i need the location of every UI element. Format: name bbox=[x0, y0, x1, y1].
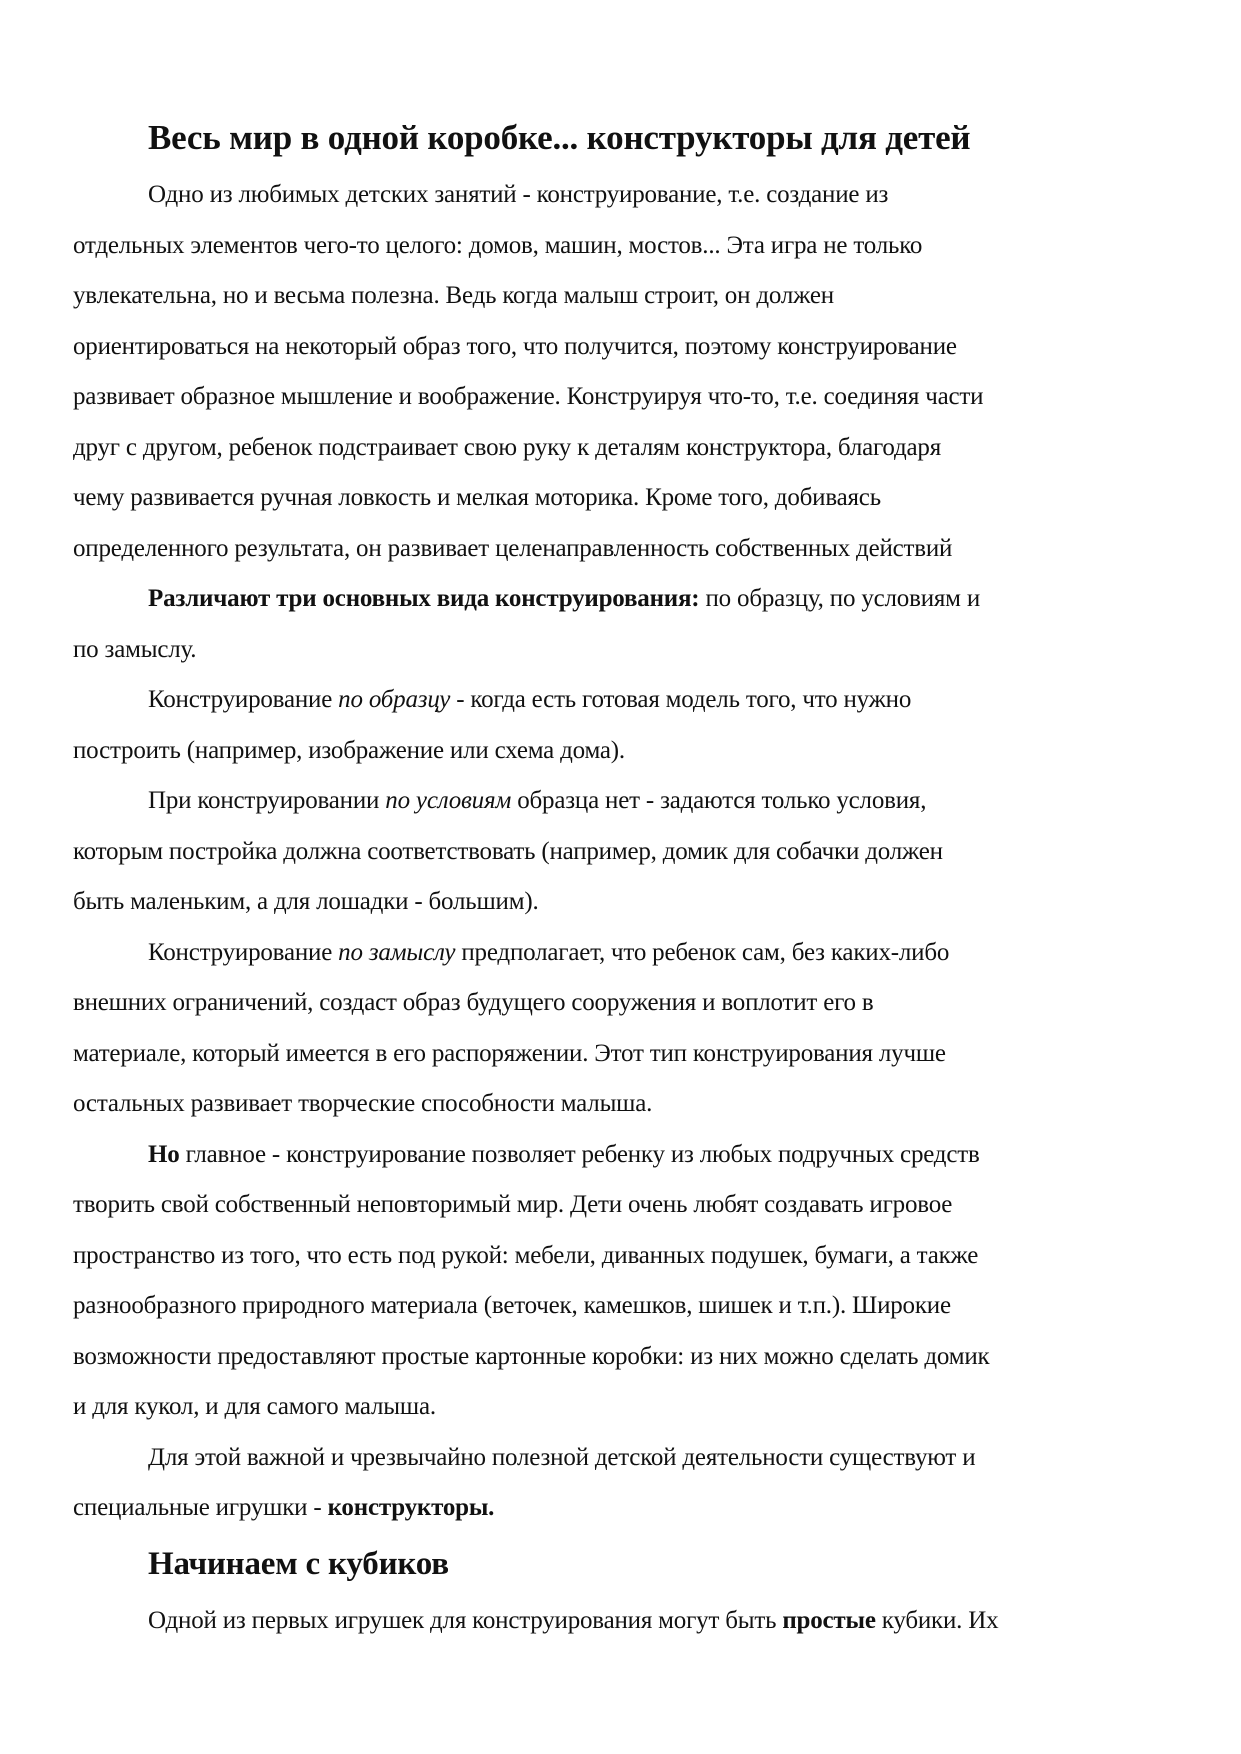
text-line bbox=[73, 675, 1173, 726]
text-run: по образцу, по условиям и bbox=[699, 585, 981, 612]
bold-text: простые bbox=[782, 1606, 876, 1634]
italic-text: по образцу bbox=[338, 686, 451, 713]
text-line bbox=[73, 1483, 1173, 1534]
text-line: которым постройка должна соответствовать (например, домик для собачки должен bbox=[73, 837, 943, 865]
text-run: главное - конструирование позволяет ребенку из любых подручных средств bbox=[179, 1140, 980, 1168]
text-line: по замыслу. bbox=[73, 635, 197, 663]
bold-text: конструкторы. bbox=[327, 1494, 495, 1521]
italic-text: по замыслу bbox=[338, 938, 456, 966]
paragraph-special-toys bbox=[73, 1433, 1173, 1534]
text-run: кубики. Их bbox=[875, 1606, 999, 1634]
text-line: быть маленьким, а для лошадки - большим). bbox=[73, 888, 539, 915]
text-run: Конструирование bbox=[148, 938, 339, 966]
paragraph-by-idea bbox=[73, 928, 1173, 1130]
text-run: - когда есть готовая модель того, что нужно bbox=[450, 686, 912, 713]
text-line: Для этой важной и чрезвычайно полезной детской деятельности существуют и bbox=[148, 1443, 976, 1471]
text-line: определенного результата, он развивает целенаправленность собственных действий bbox=[73, 534, 953, 562]
text-line: отдельных элементов чего-то целого: домов, машин, мостов... Эта игра не только bbox=[73, 231, 923, 259]
paragraph-by-sample bbox=[73, 675, 1173, 776]
paragraph-by-conditions bbox=[73, 776, 1173, 928]
text-run: образца нет - задаются только условия, bbox=[511, 787, 927, 814]
text-line: и для кукол, и для самого малыша. bbox=[73, 1393, 436, 1420]
paragraph-types bbox=[73, 574, 1173, 675]
bold-text: Но bbox=[148, 1140, 180, 1168]
text-line bbox=[73, 776, 1173, 827]
text-run: Конструирование bbox=[148, 686, 339, 713]
text-line: построить (например, изображение или схема дома). bbox=[73, 736, 625, 764]
text-run: специальные игрушки - bbox=[73, 1494, 328, 1521]
paragraph-intro bbox=[73, 170, 1173, 574]
text-line: развивает образное мышление и воображение. Конструируя что-то, т.е. соединяя части bbox=[73, 383, 984, 410]
document-page bbox=[73, 110, 1173, 1646]
text-line: материале, который имеется в его распоряжении. Этот тип конструирования лучше bbox=[73, 1039, 946, 1067]
text-line: остальных развивает творческие способности малыша. bbox=[73, 1090, 653, 1117]
paragraph-main bbox=[73, 1130, 1173, 1433]
text-line: возможности предоставляют простые картонные коробки: из них можно сделать домик bbox=[73, 1342, 990, 1370]
text-line bbox=[73, 574, 1173, 625]
text-line: увлекательна, но и весьма полезна. Ведь когда малыш строит, он должен bbox=[73, 282, 834, 309]
text-line: Одно из любимых детских занятий - конструирование, т.е. создание из bbox=[148, 181, 889, 208]
text-run: предполагает, что ребенок сам, без каких-либо bbox=[455, 938, 950, 966]
text-line bbox=[73, 928, 1173, 979]
text-line: чему развивается ручная ловкость и мелкая моторика. Кроме того, добиваясь bbox=[73, 484, 881, 511]
document-title: Весь мир в одной коробке... конструкторы для детей bbox=[148, 118, 971, 157]
text-line: друг с другом, ребенок подстраивает свою руку к деталям конструктора, благодаря bbox=[73, 433, 942, 461]
text-line: пространство из того, что есть под рукой: мебели, диванных подушек, бумаги, а также bbox=[73, 1241, 979, 1269]
text-line: ориентироваться на некоторый образ того, что получится, поэтому конструирование bbox=[73, 332, 957, 360]
section-heading: Начинаем с кубиков bbox=[148, 1545, 449, 1582]
italic-text: по условиям bbox=[385, 787, 512, 814]
text-run: Одной из первых игрушек для конструирования могут быть bbox=[148, 1606, 783, 1634]
text-line: разнообразного природного материала (веточек, камешков, шишек и т.п.). Широкие bbox=[73, 1292, 951, 1319]
text-line: творить свой собственный неповторимый мир. Дети очень любят создавать игровое bbox=[73, 1191, 953, 1218]
text-run: При конструировании bbox=[148, 787, 386, 814]
text-line bbox=[73, 1130, 1173, 1181]
bold-text: Различают три основных вида конструирования: bbox=[148, 585, 700, 612]
paragraph-cubes bbox=[73, 1596, 1173, 1647]
text-line bbox=[73, 1596, 1173, 1647]
text-line: внешних ограничений, создаст образ будущего сооружения и воплотит его в bbox=[73, 989, 874, 1016]
